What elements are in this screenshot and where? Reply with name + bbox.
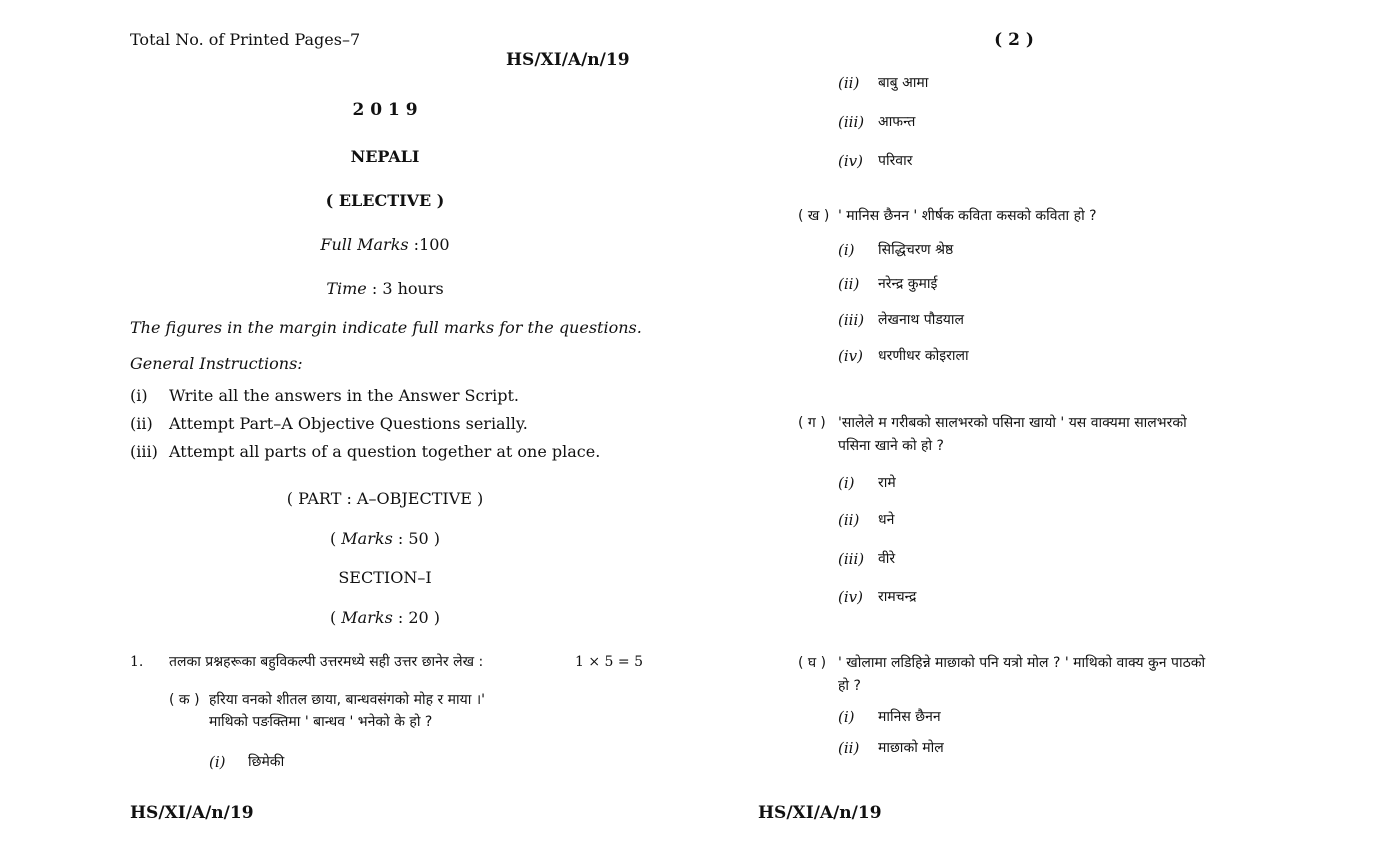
subquestion-text: ' मानिस छैनन ' शीर्षक कविता कसको कविता हो ? [838, 208, 1097, 224]
option-num: (i) [838, 708, 855, 726]
paren: ( [329, 608, 342, 627]
option-num: (iii) [838, 113, 865, 131]
instruction-num: (ii) [130, 414, 153, 433]
full-marks [320, 235, 449, 255]
option-text: धने [878, 512, 895, 528]
question-marks: 1 × 5 = 5 [575, 654, 643, 670]
option-text: बाबु आमा [878, 75, 929, 91]
subquestion-text: 'सालेले म गरीबको सालभरको पसिना खायो ' यस वाक्यमा सालभरको [838, 415, 1187, 431]
page-number: ( 2 ) [994, 30, 1034, 50]
part-marks [330, 529, 440, 549]
option-text: रामे [878, 475, 896, 491]
general-instructions-heading: General Instructions: [130, 354, 303, 373]
option-text: वीरे [878, 551, 896, 567]
option-text: धरणीधर कोइराला [878, 348, 969, 364]
section-marks [330, 608, 440, 628]
subquestion-text: माथिको पङक्तिमा ' बान्धव ' भनेको के हो ? [209, 714, 433, 730]
option-num: (ii) [838, 74, 860, 92]
subquestion-text: पसिना खाने को हो ? [838, 438, 944, 454]
instruction-text: Attempt all parts of a question together at one place. [169, 442, 601, 461]
option-text: आफन्त [878, 114, 916, 130]
paper-type: ( ELECTIVE ) [325, 191, 445, 210]
margin-note: The figures in the margin indicate full marks for the questions. [130, 318, 642, 337]
subquestion-label: ( क ) [169, 692, 200, 708]
full-marks-label: Full Marks [320, 235, 409, 254]
option-text: परिवार [878, 153, 913, 169]
paper-code: HS/XI/A/n/19 [506, 50, 630, 70]
subquestion-label: ( ख ) [798, 208, 830, 224]
option-num: (i) [838, 241, 855, 259]
subquestion-label: ( घ ) [798, 655, 827, 671]
option-text: नरेन्द्र कुमाई [878, 276, 938, 292]
option-num: (i) [838, 474, 855, 492]
option-num: (iv) [838, 588, 863, 606]
option-num: (ii) [838, 275, 860, 293]
subquestion-text: हो ? [838, 678, 861, 694]
instruction-text: Attempt Part–A Objective Questions serially. [169, 414, 528, 433]
question-text: तलका प्रश्नहरूका बहुविकल्पी उत्तरमध्ये सही उत्तर छानेर लेख : [169, 654, 484, 670]
option-text: छिमेकी [248, 754, 285, 770]
subquestion-text: ' खोलामा लडिहिन्ने माछाको पनि यत्रो मोल ? ' माथिको वाक्य कुन पाठको [838, 655, 1206, 671]
marks-label: Marks [341, 529, 393, 548]
printed-pages: Total No. of Printed Pages–7 [130, 30, 361, 49]
option-num: (ii) [838, 739, 860, 757]
instruction-num: (i) [130, 386, 148, 405]
option-text: रामचन्द्र [878, 589, 917, 605]
subquestion-text: हरिया वनको शीतल छाया, बान्धवसंगको मोह र माया ।' [209, 692, 485, 708]
paren: ( [329, 529, 342, 548]
instruction-text: Write all the answers in the Answer Script. [169, 386, 519, 405]
option-num: (iii) [838, 550, 865, 568]
full-marks-value: :100 [408, 235, 450, 254]
option-text: सिद्धिचरण श्रेष्ठ [878, 242, 954, 258]
part-heading: ( PART : A–OBJECTIVE ) [286, 489, 484, 508]
footer-code: HS/XI/A/n/19 [130, 803, 254, 823]
question-number: 1. [130, 654, 144, 670]
subject: NEPALI [350, 147, 420, 166]
option-num: (ii) [838, 511, 860, 529]
option-num: (i) [209, 753, 226, 771]
marks-label: Marks [341, 608, 393, 627]
subquestion-label: ( ग ) [798, 415, 826, 431]
instruction-num: (iii) [130, 442, 158, 461]
option-text: लेखनाथ पौडयाल [878, 312, 965, 328]
time-label: Time [326, 279, 367, 298]
option-text: मानिस छैनन [878, 709, 941, 725]
year: 2 0 1 9 [352, 100, 418, 120]
marks-value: : 20 ) [392, 608, 441, 627]
option-text: माछाको मोल [878, 740, 944, 756]
marks-value: : 50 ) [392, 529, 441, 548]
footer-code: HS/XI/A/n/19 [758, 803, 882, 823]
option-num: (iv) [838, 152, 863, 170]
section-heading: SECTION–I [338, 568, 432, 587]
option-num: (iii) [838, 311, 865, 329]
time [326, 279, 443, 299]
option-num: (iv) [838, 347, 863, 365]
time-value: : 3 hours [366, 279, 444, 298]
